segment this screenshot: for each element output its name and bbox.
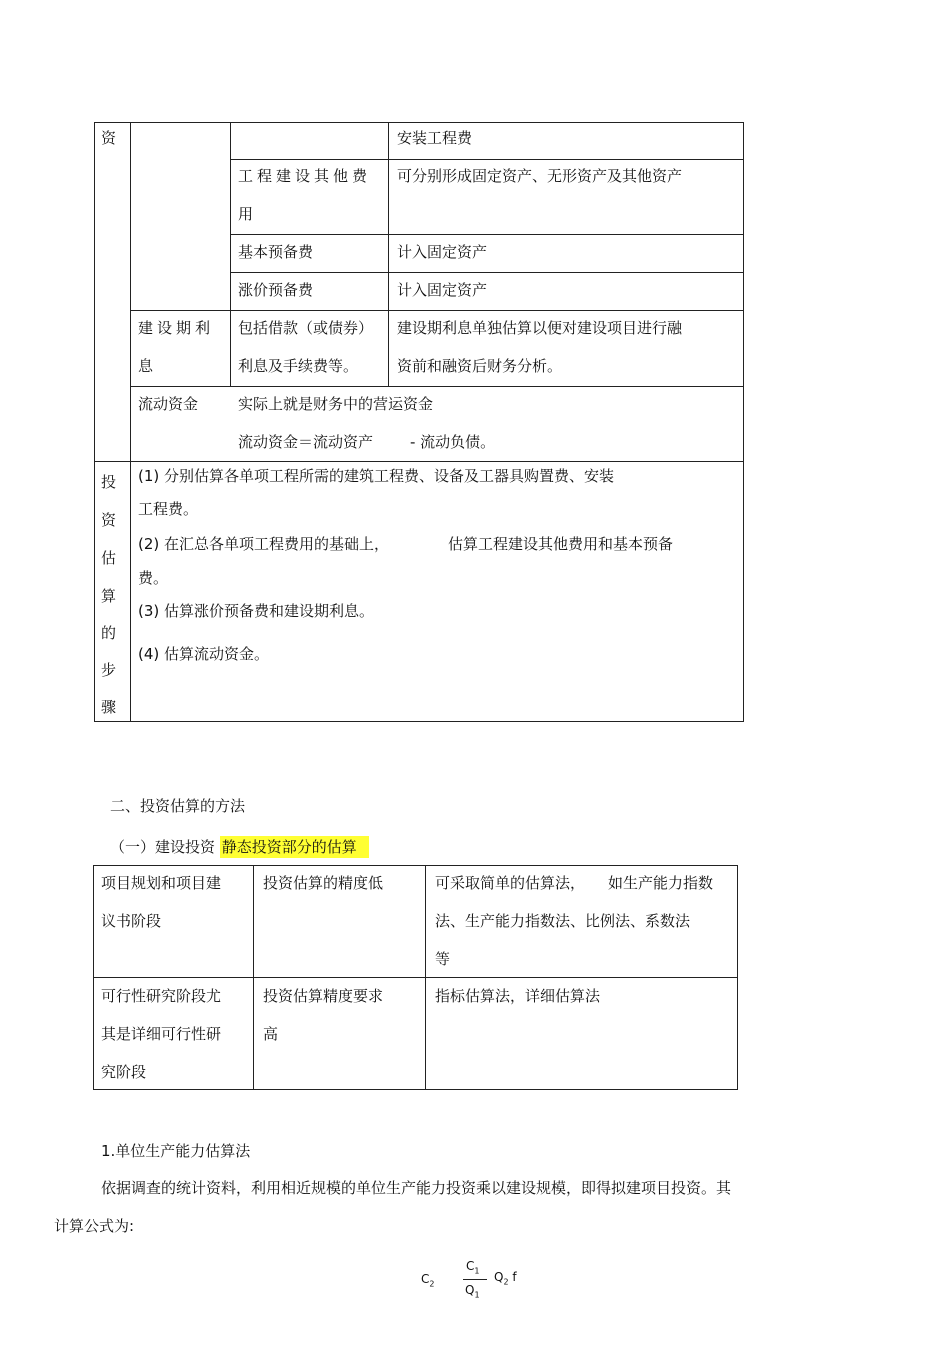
steps-label-char: 投 [101, 473, 117, 491]
method-description-cont: 计算公式为: [54, 1217, 135, 1235]
basic-reserve-name: 基本预备费 [238, 243, 314, 261]
table-cell: 究阶段 [101, 1063, 147, 1081]
install-cost-cell: 安装工程费 [397, 129, 473, 147]
interest-name: 包括借款（或债券） [238, 319, 374, 337]
table-cell: 高 [263, 1025, 279, 1043]
interest-desc-cont: 资前和融资后财务分析。 [397, 357, 563, 375]
formula-denominator: $Q_1$ [465, 1283, 480, 1300]
interest-category-cont: 息 [138, 357, 154, 375]
working-capital-desc: 实际上就是财务中的营运资金 [238, 395, 434, 413]
step-4: (4) 估算流动资金。 [138, 645, 270, 663]
table-cell: 如生产能力指数 [608, 874, 714, 892]
table-cell: 可行性研究阶段尤 [101, 987, 222, 1005]
fraction-bar [463, 1279, 487, 1280]
formula-lhs: $C_2$ [421, 1272, 435, 1289]
other-cost-desc: 可分别形成固定资产、无形资产及其他资产 [397, 167, 683, 185]
category-char: 资 [101, 129, 117, 147]
price-reserve-name: 涨价预备费 [238, 281, 314, 299]
steps-label-char: 算 [101, 587, 117, 605]
working-capital-formula: 流动资金＝流动资产 [238, 433, 374, 451]
steps-label-char: 步 [101, 661, 117, 679]
step-1-cont: 工程费。 [138, 500, 199, 518]
interest-category: 建设期利 [138, 319, 215, 337]
formula-numerator: $C_1$ [466, 1259, 480, 1276]
step-2: (2) 在汇总各单项工程费用的基础上， [138, 535, 390, 553]
step-2-tail: 估算工程建设其他费用和基本预备 [448, 535, 674, 553]
subsection-prefix: （一）建设投资 [110, 838, 216, 856]
formula-rhs: $Q_2$ f [494, 1270, 517, 1287]
section-title: 二、投资估算的方法 [110, 797, 246, 815]
basic-reserve-desc: 计入固定资产 [397, 243, 488, 261]
table-cell: 项目规划和项目建 [101, 874, 222, 892]
table-cell: 其是详细可行性研 [101, 1025, 222, 1043]
table-cell: 投资估算精度要求 [263, 987, 384, 1005]
other-cost-name-cont: 用 [238, 205, 254, 223]
table-cell: 议书阶段 [101, 912, 162, 930]
step-3: (3) 估算涨价预备费和建设期利息。 [138, 602, 375, 620]
steps-label-char: 资 [101, 511, 117, 529]
working-capital-category: 流动资金 [138, 395, 199, 413]
price-reserve-desc: 计入固定资产 [397, 281, 488, 299]
method-title: 1.单位生产能力估算法 [101, 1142, 251, 1160]
steps-label-char: 的 [101, 624, 117, 642]
steps-label-char: 估 [101, 549, 117, 567]
highlighted-text: 静态投资部分的估算 [220, 836, 369, 858]
table-cell: 指标估算法，详细估算法 [435, 987, 601, 1005]
step-1: (1) 分别估算各单项工程所需的建筑工程费、设备及工器具购置费、安装 [138, 467, 615, 485]
interest-desc: 建设期利息单独估算以便对建设项目进行融 [397, 319, 683, 337]
table-cell: 法、生产能力指数法、比例法、系数法 [435, 912, 691, 930]
subsection-title [110, 836, 369, 857]
step-2-cont: 费。 [138, 569, 169, 587]
table-cell: 可采取简单的估算法， [435, 874, 586, 892]
table-cell: 投资估算的精度低 [263, 874, 384, 892]
other-cost-name: 工程建设其他费 [238, 167, 372, 185]
method-description: 依据调查的统计资料，利用相近规模的单位生产能力投资乘以建设规模，即得拟建项目投资。其 [101, 1179, 732, 1197]
steps-label-char: 骤 [101, 698, 117, 716]
table-cell: 等 [435, 950, 451, 968]
working-capital-formula-tail: - 流动负债。 [410, 433, 496, 451]
interest-name-cont: 利息及手续费等。 [238, 357, 359, 375]
